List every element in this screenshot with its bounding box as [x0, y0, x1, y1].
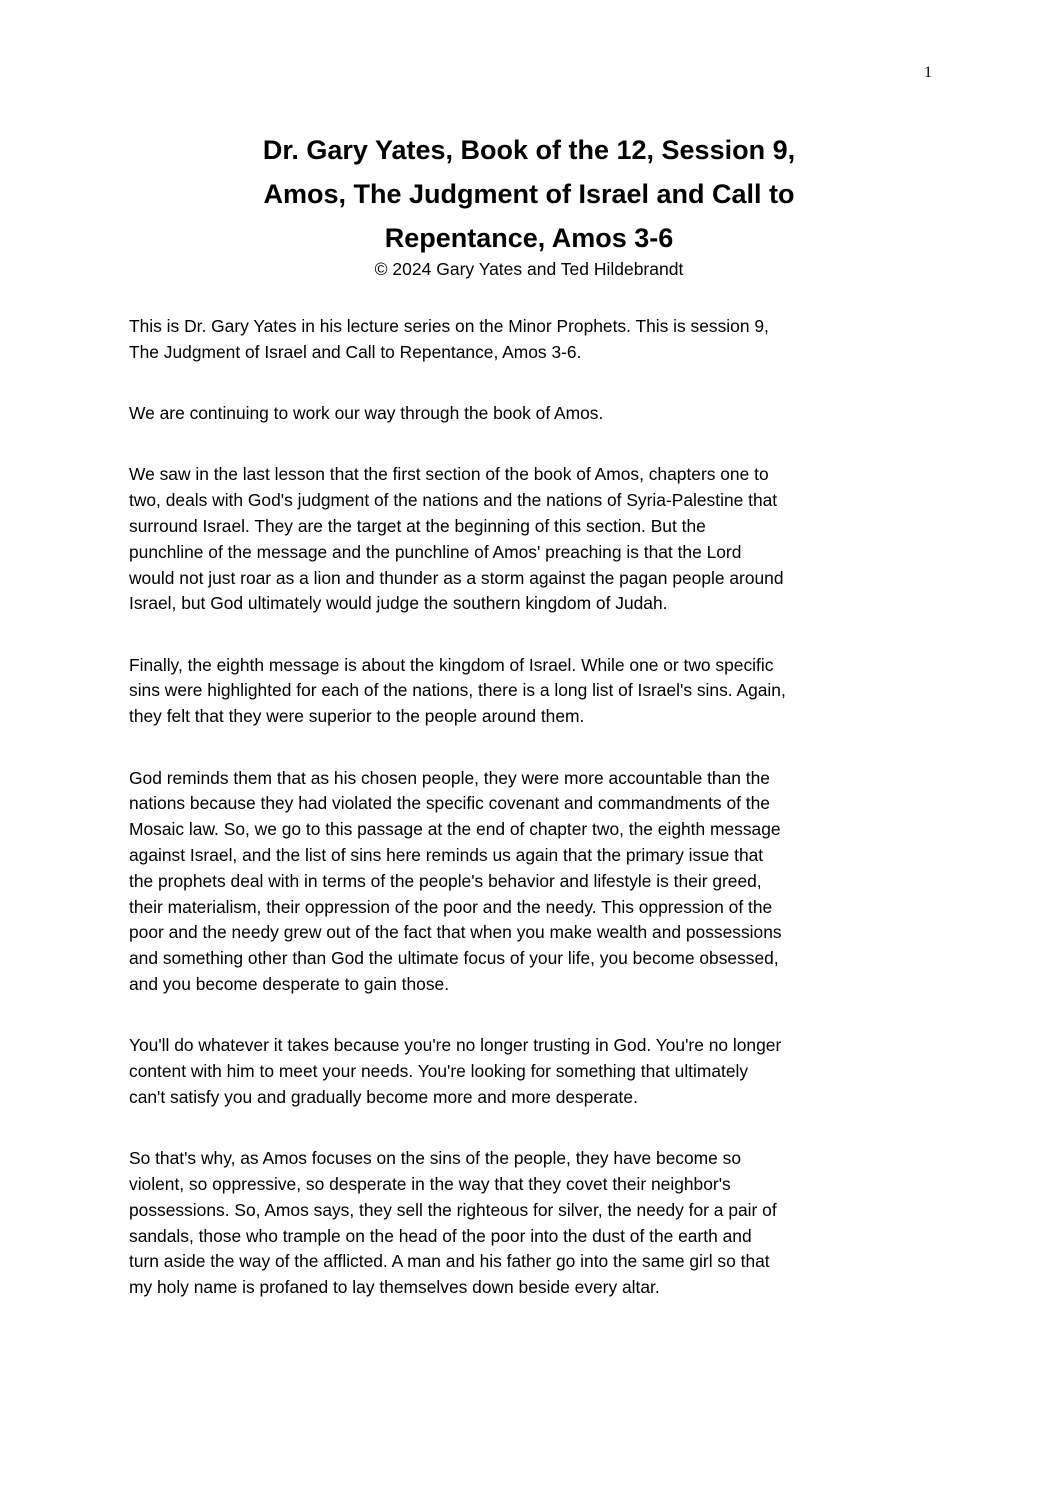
text-line: You'll do whatever it takes because you're no longer trusting in God. You're no longer [129, 1035, 782, 1056]
text-line: turn aside the way of the afflicted. A man and his father go into the same girl so that [129, 1251, 770, 1272]
text-line: poor and the needy grew out of the fact that when you make wealth and possessions [129, 922, 782, 943]
text-line: would not just roar as a lion and thunder as a storm against the pagan people around [129, 567, 784, 588]
page-number: 1 [924, 64, 932, 81]
text-line: We are continuing to work our way through the book of Amos. [129, 403, 604, 424]
text-line: Finally, the eighth message is about the kingdom of Israel. While one or two specific [129, 654, 774, 675]
text-line: We saw in the last lesson that the first section of the book of Amos, chapters one to [129, 464, 769, 485]
text-line: content with him to meet your needs. You're looking for something that ultimately [129, 1061, 749, 1082]
title-line: Repentance, Amos 3-6 [384, 223, 674, 253]
text-line: can't satisfy you and gradually become more and more desperate. [129, 1086, 638, 1107]
paragraph [129, 462, 949, 617]
paragraph [129, 314, 949, 366]
paragraph [129, 401, 949, 427]
title-line: Amos, The Judgment of Israel and Call to [263, 179, 795, 209]
paragraph [129, 766, 949, 998]
document-title [0, 128, 1058, 260]
text-line: their materialism, their oppression of the poor and the needy. This oppression of the [129, 896, 773, 917]
text-line: two, deals with God's judgment of the nations and the nations of Syria-Palestine that [129, 490, 778, 511]
title-line: Dr. Gary Yates, Book of the 12, Session 9, [262, 135, 796, 165]
text-line: and something other than God the ultimate focus of your life, you become obsessed, [129, 948, 779, 969]
text-line: punchline of the message and the punchline of Amos' preaching is that the Lord [129, 541, 742, 562]
paragraph [129, 1146, 949, 1301]
paragraph [129, 653, 949, 730]
text-line: the prophets deal with in terms of the people's behavior and lifestyle is their greed, [129, 870, 762, 891]
text-line: Israel, but God ultimately would judge the southern kingdom of Judah. [129, 593, 668, 614]
text-line: nations because they had violated the specific covenant and commandments of the [129, 793, 770, 814]
text-line: sins were highlighted for each of the nations, there is a long list of Israel's sins. Again, [129, 680, 786, 701]
paragraph [129, 1033, 949, 1110]
text-line: my holy name is profaned to lay themselves down beside every altar. [129, 1277, 660, 1298]
text-line: God reminds them that as his chosen people, they were more accountable than the [129, 767, 770, 788]
text-line: The Judgment of Israel and Call to Repentance, Amos 3-6. [129, 341, 582, 362]
text-line: So that's why, as Amos focuses on the sins of the people, they have become so [129, 1148, 742, 1169]
text-line: surround Israel. They are the target at the beginning of this section. But the [129, 515, 706, 536]
text-line: This is Dr. Gary Yates in his lecture series on the Minor Prophets. This is session 9, [129, 316, 769, 336]
text-line: possessions. So, Amos says, they sell the righteous for silver, the needy for a pair of [129, 1199, 777, 1220]
text-line: sandals, those who trample on the head of the poor into the dust of the earth and [129, 1225, 752, 1246]
text-line: they felt that they were superior to the people around them. [129, 706, 585, 727]
text-line: against Israel, and the list of sins here reminds us again that the primary issue that [129, 844, 764, 865]
text-line: Mosaic law. So, we go to this passage at the end of chapter two, the eighth message [129, 819, 781, 840]
text-line: and you become desperate to gain those. [129, 973, 450, 994]
copyright-line: © 2024 Gary Yates and Ted Hildebrandt [374, 259, 684, 279]
document-body [129, 314, 949, 1336]
text-line: violent, so oppressive, so desperate in the way that they covet their neighbor's [129, 1173, 731, 1194]
